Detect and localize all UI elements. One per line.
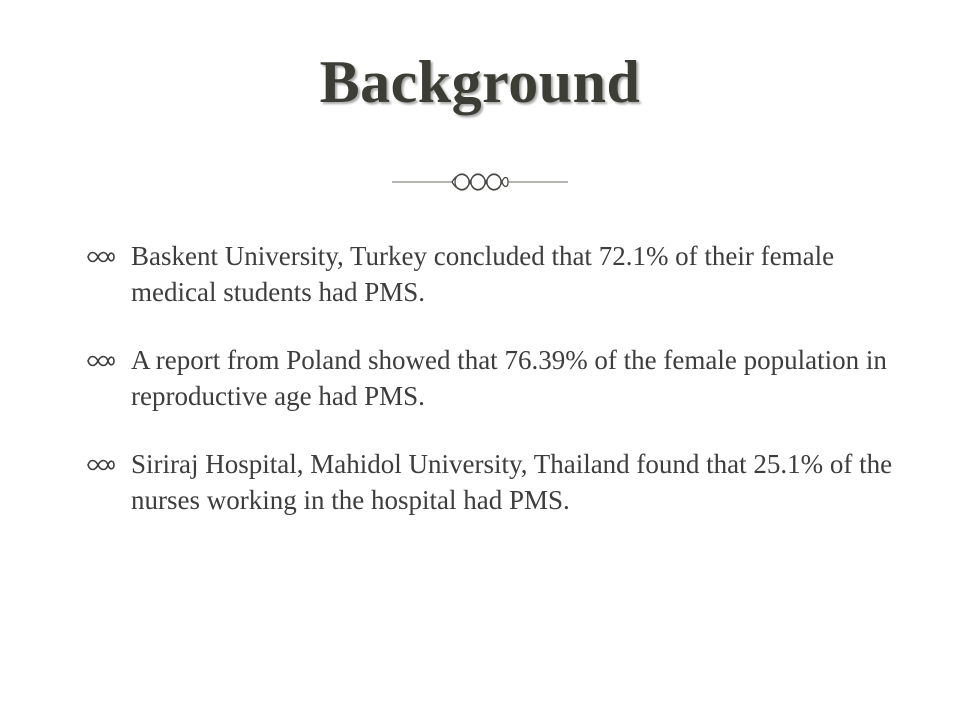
bullet-item bbox=[86, 238, 906, 310]
slide-title: Background bbox=[319, 49, 641, 115]
bullet-text: Baskent University, Turkey concluded that 72.1% of their female medical students had PMS. bbox=[131, 241, 835, 307]
bullet-item bbox=[86, 342, 906, 414]
bullet-text: A report from Poland showed that 76.39% of the female population in reproductive age had PMS. bbox=[131, 345, 887, 411]
flourish-divider-icon bbox=[392, 168, 568, 196]
bullet-list bbox=[86, 238, 906, 550]
bullet-text: Siriraj Hospital, Mahidol University, Thailand found that 25.1% of the nurses working in the hospital had PMS. bbox=[131, 449, 893, 515]
infinity-loop-bullet-icon bbox=[86, 353, 116, 369]
infinity-loop-bullet-icon bbox=[86, 249, 116, 265]
bullet-item bbox=[86, 446, 906, 518]
infinity-loop-bullet-icon bbox=[86, 457, 116, 473]
